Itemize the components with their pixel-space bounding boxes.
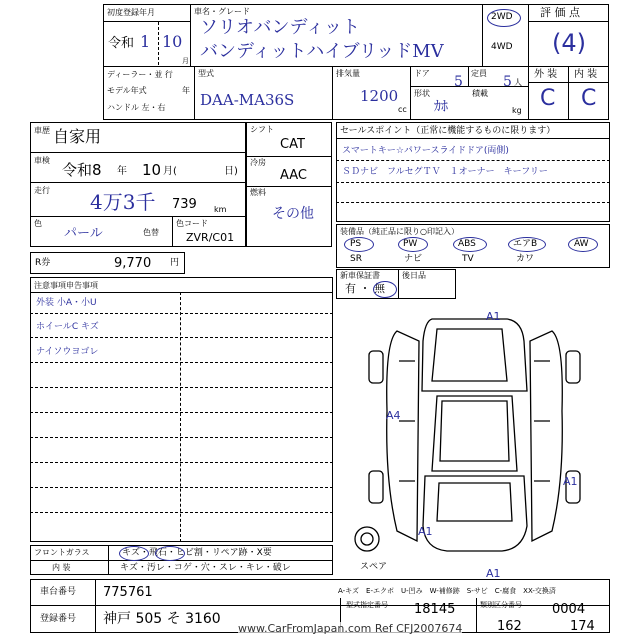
class-label: 類別区分番号 [480,601,522,609]
interior-label: 内 装 [574,69,598,80]
inspection-era: 令和8 [62,161,102,179]
note-line-3: ナイソウヨゴレ [36,347,99,357]
damage-mark-left-rear: A1 [418,525,433,538]
displacement-label: 排気量 [336,69,360,78]
mileage-unit: km [214,205,227,214]
inspection-label: 車検 [34,156,50,165]
first-registration-era: 令和 [108,36,135,51]
warranty-record-label: 後日品 [402,271,426,280]
capacity-value: 5 [503,74,512,90]
registration-label: 登録番号 [40,614,77,624]
type-value: DAA-MA36S [200,91,295,109]
color-code-label: 色コード [176,219,208,228]
inspection-month: 10 [142,161,162,179]
mileage-value-hw: 4万3千 [90,190,156,214]
equip-aw: AW [574,239,589,249]
color-label: 色 [34,219,42,228]
drive-2wd: 2WD [491,12,513,22]
exterior-label: 外 装 [534,69,558,80]
chassis-value: 775761 [103,585,153,600]
color-value: パール [64,226,103,241]
recycle-unit: 円 [170,258,180,268]
color-code: ZVR/C01 [186,231,235,244]
class-value: 0004 [552,602,586,617]
model-cert-value: 18145 [414,602,456,617]
equipment-label: 装備品（純正品に限り○印記入） [340,227,459,236]
inspection-year-unit: 年 [117,166,127,177]
warranty-circle [373,281,397,298]
equip-navi: ナビ [404,254,423,264]
displacement-unit: cc [398,105,407,114]
equip-pw: PW [403,239,418,249]
warranty-new-value: 有 ・ 無 [345,282,385,295]
interior-row-values: キズ・汚レ・コゲ・穴・スレ・キレ・破レ [120,563,291,573]
equip-tv: TV [462,254,474,264]
equip-leather: カワ [516,254,535,264]
usage-value: 自家用 [53,127,102,146]
equip-sr: SR [350,254,362,264]
recycle-block [30,252,185,274]
recycle-label: R券 [35,258,51,268]
chassis-label: 車台番号 [40,587,77,597]
sales-point-line-1: スマートキー☆パワースライドドア(両側) [342,146,509,156]
first-registration-month-unit: 月 [182,57,189,65]
damage-mark-rear: A1 [486,567,501,580]
inspection-day-unit: 日) [224,166,238,177]
inspection-month-unit: 月( [163,166,177,177]
first-registration-month: 10 [162,32,183,51]
equip-airbag: エアB [513,239,538,249]
shift-value: CAT [280,137,305,152]
mileage-value: 739 [172,197,197,212]
damage-legend: A-キズ E-エクボ U-凹み W-補修跡 S-サビ C-腐食 XX-交換済 [338,587,556,595]
shape-label: 形状 [414,89,430,98]
damage-mark-right: A1 [563,475,578,488]
handle-label: ハンドル 左・右 [107,103,166,112]
registration-value: 神戸 505 そ 3160 [103,611,221,627]
windshield-values: キズ・飛石・ヒビ割・リペア跡・X要 [122,548,272,558]
doors-label: ドア [414,69,430,78]
spare-label: スペア [360,562,388,572]
damage-mark-front: A1 [486,310,501,323]
equip-ps: PS [350,239,362,249]
notes-block [30,277,333,542]
note-line-2: ホイールC キズ [36,322,99,332]
equip-abs: ABS [458,239,476,249]
first-registration-label: 初度登録年月 [107,8,155,17]
notes-label: 注意事項申告事項 [34,281,98,290]
load-label: 積載 [472,89,488,98]
repaint-label: 色替 [143,228,159,237]
load-unit: kg [512,106,522,115]
recycle-value: 9,770 [114,256,152,271]
first-registration-year: 1 [140,32,151,51]
fuel-label: 燃料 [250,188,266,197]
capacity-unit: 人 [514,78,522,87]
model-year-label: モデル年式 [107,86,147,95]
aircon-label: 冷房 [250,158,266,167]
capacity-label: 定員 [471,69,487,78]
windshield-circle-1 [119,546,149,561]
model-cert-label: 型式指定番号 [346,601,388,609]
sales-points-label: セールスポイント（正常に機能するものに限ります） [340,126,556,136]
interior-row-label: 内 装 [52,563,71,572]
windshield-circle-2 [155,546,185,561]
evaluation-label: 評 価 点 [540,6,580,19]
model-year-unit: 年 [182,86,190,95]
fuel-value: その他 [272,206,314,222]
evaluation-score: (4) [552,29,586,57]
doors-value: 5 [454,74,463,90]
dealer-label: ディーラー・並 行 [107,70,173,79]
aircon-value: AAC [280,168,307,183]
vehicle-grade: バンディットハイブリッドMV [200,41,444,62]
drive-4wd: 4WD [491,42,513,52]
interior-grade: C [581,86,597,111]
sales-point-line-2: ＳＤナビ フルセグＴＶ １オーナー キーフリー [342,167,548,177]
shift-label: シフト [250,125,274,134]
usage-label: 車歴 [34,126,50,135]
mileage-label: 走行 [34,186,50,195]
windshield-label: フロントガラス [34,548,90,557]
exterior-grade: C [540,86,556,111]
vehicle-name: ソリオバンディット [200,17,361,38]
registration-val2: 162 [497,619,522,634]
vehicle-name-label: 車名・グレード [194,7,250,16]
car-diagram [337,301,607,569]
displacement-value: 1200 [360,87,399,105]
damage-mark-left: A4 [386,409,401,422]
watermark: www.CarFromJapan.com Ref CFJ2007674 [238,622,463,635]
type-label: 型式 [198,69,214,78]
shape-value: ｶﾎ [434,99,448,115]
warranty-new-label: 新車保証書 [340,271,380,280]
registration-val3: 174 [570,619,595,634]
note-line-1: 外装 小A・小U [36,298,97,308]
